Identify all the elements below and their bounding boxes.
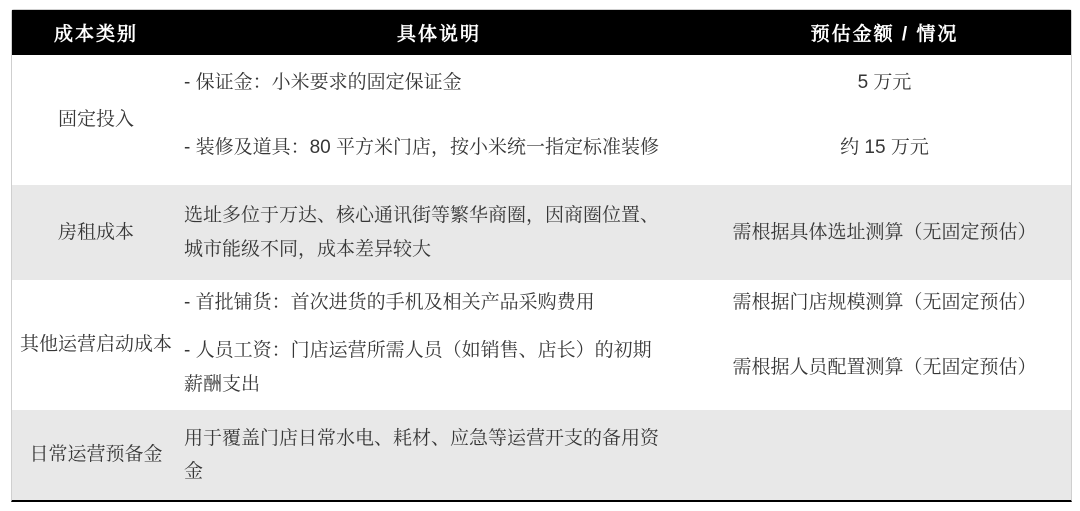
description-cell: 选址多位于万达、核心通讯街等繁华商圈，因商圈位置、城市能级不同，成本差异较大 bbox=[180, 185, 698, 280]
category-cell-rent-cost: 房租成本 bbox=[12, 185, 180, 280]
description-cell: - 装修及道具：80 平方米门店，按小米统一指定标准装修 bbox=[184, 136, 660, 158]
table-header bbox=[12, 10, 1071, 55]
description-cell: 用于覆盖门店日常水电、耗材、应急等运营开支的备用资金 bbox=[180, 410, 698, 500]
description-cell: - 首批铺货：首次进货的手机及相关产品采购费用 bbox=[184, 291, 595, 313]
header-amount: 预估金额 / 情况 bbox=[698, 10, 1071, 55]
category-cell-daily-reserve: 日常运营预备金 bbox=[12, 410, 180, 500]
amount-cell bbox=[698, 410, 1071, 500]
header-cost-category: 成本类别 bbox=[12, 10, 180, 55]
category-cell-fixed-investment: 固定投入 bbox=[57, 109, 134, 131]
amount-cell: 5 万元 bbox=[857, 71, 912, 93]
amount-cell: 需根据人员配置测算（无固定预估） bbox=[732, 356, 1037, 378]
description-cell: - 保证金：小米要求的固定保证金 bbox=[184, 71, 462, 93]
category-cell-other-startup: 其他运营启动成本 bbox=[19, 334, 172, 356]
header-row bbox=[12, 10, 1071, 55]
cost-table-card bbox=[11, 9, 1072, 502]
table-row-other-startup-1 bbox=[12, 280, 1071, 325]
header-description: 具体说明 bbox=[180, 10, 698, 55]
table-row-rent-cost bbox=[12, 185, 1071, 280]
cost-table bbox=[12, 10, 1071, 500]
table-row-daily-reserve bbox=[12, 410, 1071, 500]
table-row-fixed-investment-1 bbox=[12, 55, 1071, 110]
amount-cell: 约 15 万元 bbox=[840, 136, 929, 158]
description-cell: - 人员工资：门店运营所需人员（如销售、店长）的初期薪酬支出 bbox=[184, 340, 652, 395]
amount-cell: 需根据具体选址测算（无固定预估） bbox=[698, 185, 1071, 280]
amount-cell: 需根据门店规模测算（无固定预估） bbox=[732, 291, 1037, 313]
